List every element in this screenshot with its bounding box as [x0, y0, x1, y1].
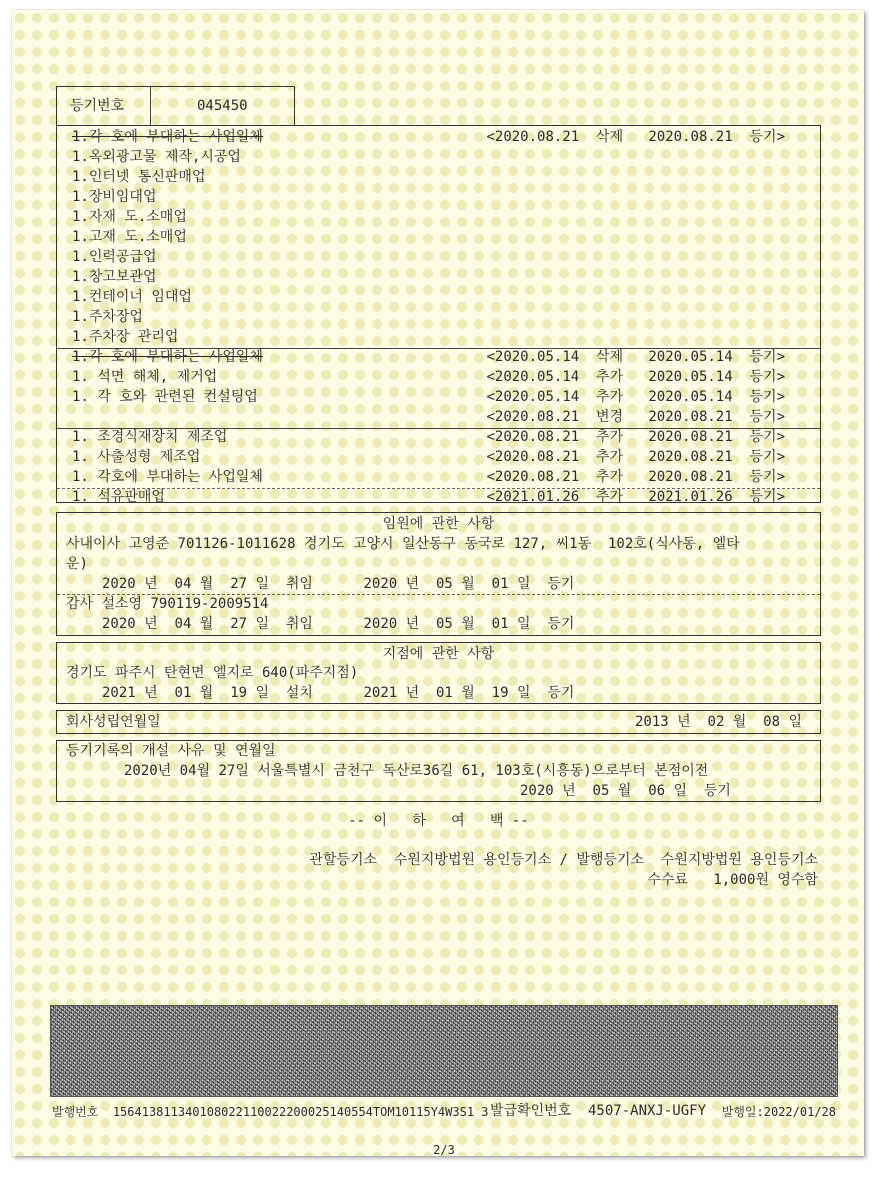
blank-marker: -- 이 하 여 백 --	[348, 813, 529, 829]
officer-2-appointment: 2020 년 04 월 27 일 취임 2020 년 05 월 01 일 등기	[102, 616, 575, 632]
confirm-number: 발급확인번호 4507-ANXJ-UGFY	[490, 1103, 707, 1119]
purpose-item: 1.인터넷 통신판매업	[72, 169, 206, 185]
officers-title: 임원에 관한 사항	[382, 516, 495, 532]
purpose-item: 1.각 호에 부대하는 사업일체	[72, 129, 263, 145]
record-open-line1: 2020년 04월 27일 서울특별시 금천구 독산로36길 61, 103호(시흥동)으로부터 본점이전	[124, 763, 709, 779]
purpose-item: 1. 석유판매업	[72, 489, 165, 505]
record-open-title: 등기기록의 개설 사유 및 연월일	[66, 743, 276, 759]
purpose-item-note: <2020.08.21 추가 2020.08.21 등기>	[486, 449, 785, 465]
purpose-item: 1.주차장업	[72, 309, 143, 325]
established-label: 회사성립연월일	[66, 714, 161, 730]
purpose-item: 1.컨테이너 임대업	[72, 289, 192, 305]
purpose-item: 1.자재 도.소매업	[72, 209, 187, 225]
purpose-item-note: <2021.01.26 추가 2021.01.26 등기>	[486, 489, 785, 505]
branch-date: 2021 년 01 월 19 일 설치 2021 년 01 월 19 일 등기	[102, 685, 575, 701]
purpose-divider	[57, 348, 820, 349]
purpose-item: 1. 각호에 부대하는 사업일체	[72, 469, 263, 485]
purpose-divider	[57, 488, 820, 489]
purpose-item: 1.각 호에 부대하는 사업일체	[72, 349, 263, 365]
footer-fee: 수수료 1,000원 영수함	[647, 872, 818, 888]
purpose-item-note: <2020.08.21 변경 2020.08.21 등기>	[486, 409, 785, 425]
purpose-item-note: <2020.05.14 추가 2020.05.14 등기>	[486, 389, 785, 405]
purpose-item-note: <2020.05.14 삭제 2020.05.14 등기>	[486, 349, 785, 365]
purpose-item: 1.장비임대업	[72, 189, 157, 205]
purpose-item-note: <2020.08.21 추가 2020.08.21 등기>	[486, 429, 785, 445]
purpose-divider	[57, 428, 820, 429]
purpose-item: 1.창고보관업	[72, 269, 157, 285]
officer-1-appointment: 2020 년 04 월 27 일 취임 2020 년 05 월 01 일 등기	[102, 576, 575, 592]
issue-number: 발행번호 15641381134010802211002220002514055​4TOM10115Y4W3S1 3	[52, 1105, 489, 1119]
purpose-item: 1. 조경식재장치 제조업	[72, 429, 228, 445]
issue-date: 발행일:2022/01/28	[721, 1105, 836, 1119]
officer-2-line1: 감사 설소영 790119-2009514	[66, 596, 269, 612]
purpose-item-note: <2020.05.14 추가 2020.05.14 등기>	[486, 369, 785, 385]
established-date: 2013 년 02 월 08 일	[634, 714, 802, 730]
officer-1-line1: 사내이사 고영준 701126-1011628 경기도 고양시 일산동구 동국로 127, 씨1동 102호(식사동, 엘타	[66, 536, 740, 552]
purpose-item: 1. 석면 해체, 제거업	[72, 369, 218, 385]
purpose-item: 1.옥외광고물 제작,시공업	[72, 149, 241, 165]
purpose-item: 1.고재 도.소매업	[72, 229, 187, 245]
purpose-item: 1.주차장 관리업	[72, 329, 179, 345]
purpose-item-note: <2020.08.21 추가 2020.08.21 등기>	[486, 469, 785, 485]
reg-number-value: 045450	[197, 98, 248, 114]
officer-1-line2: 운)	[66, 556, 88, 572]
footer-office: 관할등기소 수원지방법원 용인등기소 / 발행등기소 수원지방법원 용인등기소	[309, 852, 818, 868]
reg-number-divider	[150, 86, 151, 126]
purpose-item: 1. 사출성형 제조업	[72, 449, 201, 465]
page-number: 2/3	[433, 1143, 455, 1157]
security-pattern	[50, 1005, 838, 1097]
branch-address: 경기도 파주시 탄현면 엘지로 640(파주지점)	[66, 665, 359, 681]
branch-title: 지점에 관한 사항	[382, 646, 495, 662]
purpose-item-note: <2020.08.21 삭제 2020.08.21 등기>	[486, 129, 785, 145]
reg-number-label: 등기번호	[70, 98, 125, 114]
purpose-item: 1. 각 호와 관련된 컨설팅업	[72, 389, 258, 405]
record-open-line2: 2020 년 05 월 06 일 등기	[520, 783, 731, 799]
purpose-item: 1.인력공급업	[72, 249, 157, 265]
